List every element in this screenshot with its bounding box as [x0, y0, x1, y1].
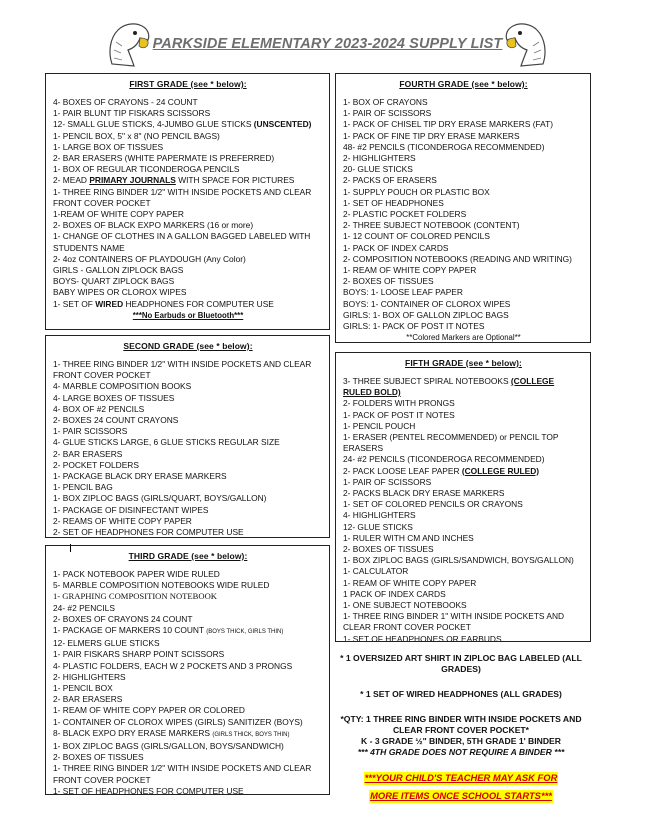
fourth-grade-heading: FOURTH GRADE (see * below):	[399, 79, 528, 89]
list-item: 1- THREE RING BINDER 1" WITH INSIDE POCKETS AND CLEAR FRONT COVER POCKET	[343, 611, 565, 633]
art-shirt-note: * 1 OVERSIZED ART SHIRT IN ZIPLOC BAG LABELED (ALL GRADES)	[340, 653, 582, 674]
list-item: 1- SET OF HEADPHONES OR EARBUDS	[343, 633, 502, 642]
list-item: 2- PACKS OF ERASERS	[343, 175, 437, 186]
list-item: 1- PACK OF CHISEL TIP DRY ERASE MARKERS (FAT)	[343, 119, 554, 130]
list-item: 2- BOXES OF BLACK EXPO MARKERS (16 or more)	[53, 220, 254, 231]
list-item: 1- PENCIL BAG	[53, 482, 113, 493]
list-item: 1- 12 COUNT OF COLORED PENCILS	[343, 231, 490, 242]
list-item: 1-REAM OF WHITE COPY PAPER	[53, 209, 184, 220]
list-item: BOYS: 1- CONTAINER OF CLOROX WIPES	[343, 298, 511, 309]
list-item: 1- RULER WITH CM AND INCHES	[343, 532, 474, 543]
list-item: 1- PENCIL BOX, 5" x 8" (NO PENCIL BAGS)	[53, 130, 220, 141]
fourth-grade-note: **Colored Markers are Optional**	[406, 333, 521, 343]
list-item: 1- PACKAGE OF MARKERS 10 COUNT (BOYS THICK, GIRLS THIN)	[53, 625, 284, 636]
list-item: 1- REAM OF WHITE COPY PAPER	[343, 265, 477, 276]
list-item: 2- COMPOSITION NOTEBOOKS (READING AND WRITING)	[343, 253, 572, 264]
list-item: 4- LARGE BOXES OF TISSUES	[53, 392, 175, 403]
fourth-grade-binder-note: *** 4TH GRADE DOES NOT REQUIRE A BINDER ***	[357, 747, 565, 757]
first-grade-list	[45, 73, 330, 330]
list-item: GIRLS: 1- PACK OF POST IT NOTES	[343, 321, 485, 332]
list-item: 1- REAM OF WHITE COPY PAPER	[343, 577, 477, 588]
list-item: GIRLS: 1- BOX OF GALLON ZIPLOC BAGS	[343, 309, 509, 320]
general-notes	[330, 653, 592, 804]
list-item: 2- HIGHLIGHTERS	[53, 671, 126, 682]
list-item: 1- BOX OF CRAYONS	[343, 97, 428, 107]
list-item: 1- PAIR FISKARS SHARP POINT SCISSORS	[53, 649, 225, 660]
page-header	[0, 14, 651, 70]
eagle-head-icon	[505, 18, 551, 68]
second-grade-heading: SECOND GRADE (see * below):	[123, 341, 253, 351]
list-item: 1- BOX ZIPLOC BAGS (GIRLS/QUART, BOYS/GALLON)	[53, 493, 267, 504]
list-item: 1- BOX OF REGULAR TICONDEROGA PENCILS	[53, 164, 240, 175]
first-grade-note: ***No Earbuds or Bluetooth***	[132, 310, 244, 320]
list-item: 1- PACK OF FINE TIP DRY ERASE MARKERS	[343, 130, 520, 141]
list-item: 1- REAM OF WHITE COPY PAPER OR COLORED	[53, 705, 245, 716]
first-grade-heading: FIRST GRADE (see * below):	[129, 79, 247, 89]
list-item: 2- THREE SUBJECT NOTEBOOK (CONTENT)	[343, 220, 520, 231]
list-item: 1- CHANGE OF CLOTHES IN A GALLON BAGGED LABELED WITH STUDENTS NAME	[53, 231, 311, 253]
list-item: 1- SET OF HEADPHONES	[343, 197, 444, 208]
list-item: 1- PACK NOTEBOOK PAPER WIDE RULED	[53, 569, 220, 579]
list-item: 24- #2 PENCILS (TICONDEROGA RECOMMENDED)	[343, 454, 545, 465]
list-item: 1- PACK OF POST IT NOTES	[343, 409, 455, 420]
list-item: 2- REAMS OF WHITE COPY PAPER	[53, 515, 192, 526]
fourth-grade-list	[335, 73, 591, 343]
list-item: 1- THREE RING BINDER 1/2" WITH INSIDE POCKETS AND CLEAR FRONT COVER POCKET	[53, 763, 312, 785]
headphones-note: * 1 SET OF WIRED HEADPHONES (ALL GRADES)	[360, 689, 562, 699]
list-item: 1- PENCIL BOX	[53, 683, 113, 694]
eagle-head-icon	[104, 18, 150, 68]
second-grade-list	[45, 335, 330, 538]
third-grade-heading: THIRD GRADE (see * below):	[128, 551, 248, 561]
list-item: 2- BOXES OF TISSUES	[343, 276, 434, 287]
list-item: 1- PAIR BLUNT TIP FISKARS SCISSORS	[53, 108, 211, 119]
list-item: 1- BOX ZIPLOC BAGS (GIRLS/GALLON, BOYS/SANDWICH)	[53, 741, 284, 752]
list-item: 2- HIGHLIGHTERS	[343, 153, 416, 164]
list-item: 2- FOLDERS WITH PRONGS	[343, 398, 455, 409]
list-item: 1- PAIR OF SCISSORS	[343, 108, 432, 119]
binder-sizes-note: K - 3 GRADE ½" BINDER, 5TH GRADE 1' BINDER	[361, 736, 561, 746]
list-item: 1- LARGE BOX OF TISSUES	[53, 141, 164, 152]
list-item: 1- PACKAGE BLACK DRY ERASE MARKERS	[53, 471, 227, 482]
list-item: 1- PAIR SCISSORS	[53, 426, 128, 437]
fifth-grade-list	[335, 352, 591, 642]
list-item: 2- SET OF HEADPHONES FOR COMPUTER USE	[53, 527, 244, 538]
list-item: 4- PLASTIC FOLDERS, EACH W 2 POCKETS AND 3 PRONGS	[53, 660, 293, 671]
list-item: 24- #2 PENCILS	[53, 602, 115, 613]
list-item: 2- POCKET FOLDERS	[53, 459, 139, 470]
list-item: 1- PENCIL POUCH	[343, 420, 416, 431]
list-item: 2- BAR ERASERS	[53, 694, 123, 705]
list-item: 1- THREE RING BINDER 1/2" WITH INSIDE POCKETS AND CLEAR FRONT COVER POCKET	[53, 359, 312, 381]
list-item: 1- GRAPHING COMPOSITION NOTEBOOK	[53, 591, 217, 602]
list-item: 48- #2 PENCILS (TICONDEROGA RECOMMENDED)	[343, 141, 545, 152]
list-item: 1- THREE RING BINDER 1/2" WITH INSIDE POCKETS AND CLEAR FRONT COVER POCKET	[53, 186, 312, 208]
list-item: 2- MEAD PRIMARY JOURNALS WITH SPACE FOR PICTURES	[53, 175, 295, 186]
list-item: 1- SET OF WIRED HEADPHONES FOR COMPUTER USE	[53, 298, 274, 309]
list-item: 1- CALCULATOR	[343, 566, 409, 577]
list-item: GIRLS - GALLON ZIPLOCK BAGS	[53, 265, 184, 276]
list-item: 1- SUPPLY POUCH OR PLASTIC BOX	[343, 186, 490, 197]
list-item: 1- BOX ZIPLOC BAGS (GIRLS/SANDWICH, BOYS/GALLON)	[343, 555, 574, 566]
teacher-note-line-2: MORE ITEMS ONCE SCHOOL STARTS***	[370, 790, 552, 801]
list-item: BOYS: 1- LOOSE LEAF PAPER	[343, 287, 463, 298]
third-grade-list	[45, 545, 330, 795]
list-item: 3- THREE SUBJECT SPIRAL NOTEBOOKS (COLLEGE RULED BOLD)	[343, 376, 555, 398]
list-item: 1- SET OF HEADPHONES FOR COMPUTER USE	[53, 785, 244, 796]
fifth-grade-heading: FIFTH GRADE (see * below):	[405, 358, 522, 368]
list-item: 8- BLACK EXPO DRY ERASE MARKERS (GIRLS THICK, BOYS THIN)	[53, 727, 290, 738]
list-item: 2- PACK LOOSE LEAF PAPER (COLLEGE RULED)	[343, 465, 540, 476]
list-item: 1- ERASER (PENTEL RECOMMENDED) or PENCIL TOP ERASERS	[343, 432, 559, 454]
list-item: 20- GLUE STICKS	[343, 164, 413, 175]
list-item: 1 PACK OF INDEX CARDS	[343, 588, 446, 599]
list-item: 1- ONE SUBJECT NOTEBOOKS	[343, 600, 467, 611]
page-title: PARKSIDE ELEMENTARY 2023-2024 SUPPLY LIST	[152, 36, 503, 52]
binder-qty-note: *QTY: 1 THREE RING BINDER WITH INSIDE POCKETS AND CLEAR FRONT COVER POCKET*	[340, 714, 582, 735]
list-item: BOYS- QUART ZIPLOCK BAGS	[53, 276, 175, 287]
list-item: 2- 4oz CONTAINERS OF PLAYDOUGH (Any Color)	[53, 253, 246, 264]
list-item: 12- ELMERS GLUE STICKS	[53, 638, 160, 649]
list-item: 4- BOX OF #2 PENCILS	[53, 403, 145, 414]
list-item: 2- BAR ERASERS (WHITE PAPERMATE IS PREFERRED)	[53, 153, 275, 164]
list-item: 2- BOXES OF TISSUES	[53, 752, 144, 763]
list-item: 4- MARBLE COMPOSITION BOOKS	[53, 381, 192, 392]
list-item: 2- BOXES OF TISSUES	[343, 544, 434, 555]
list-item: 2- BOXES OF CRAYONS 24 COUNT	[53, 613, 193, 624]
list-item: 2- BAR ERASERS	[53, 448, 123, 459]
list-item: 1- PACKAGE OF DISINFECTANT WIPES	[53, 504, 209, 515]
list-item: 2- PACKS BLACK DRY ERASE MARKERS	[343, 488, 505, 499]
list-item: 5- MARBLE COMPOSITION NOTEBOOKS WIDE RULED	[53, 580, 270, 591]
list-item: 2- BOXES 24 COUNT CRAYONS	[53, 415, 179, 426]
list-item: 2- PLASTIC POCKET FOLDERS	[343, 209, 467, 220]
list-item: 1- PACK OF INDEX CARDS	[343, 242, 449, 253]
teacher-note-line-1: ***YOUR CHILD'S TEACHER MAY ASK FOR	[364, 772, 558, 783]
list-item: BABY WIPES OR CLOROX WIPES	[53, 287, 187, 298]
list-item: 1- CONTAINER OF CLOROX WIPES (GIRLS) SANITIZER (BOYS)	[53, 716, 303, 727]
list-item: 12- GLUE STICKS	[343, 521, 413, 532]
list-item: 12- SMALL GLUE STICKS, 4-JUMBO GLUE STICKS (UNSCENTED)	[53, 119, 312, 130]
list-item: 4- BOXES OF CRAYONS - 24 COUNT	[53, 97, 198, 107]
list-item: 4- GLUE STICKS LARGE, 6 GLUE STICKS REGULAR SIZE	[53, 437, 280, 448]
list-item: 1- PAIR OF SCISSORS	[343, 476, 432, 487]
list-item: 1- SET OF COLORED PENCILS OR CRAYONS	[343, 499, 523, 510]
list-item: 4- HIGHLIGHTERS	[343, 510, 416, 521]
